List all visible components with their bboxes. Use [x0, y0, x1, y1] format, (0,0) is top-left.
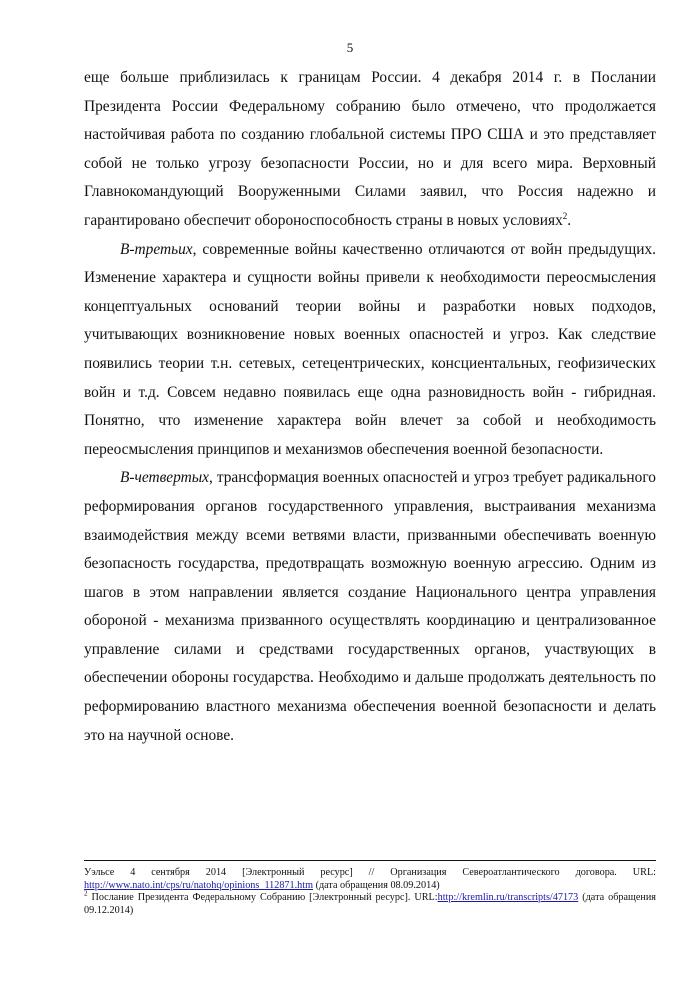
paragraph-3 [84, 464, 656, 750]
paragraph-1 [84, 64, 656, 236]
footnote-divider [84, 860, 656, 861]
paragraph-2 [84, 236, 656, 465]
paragraph-3-lead: В-четвертых [120, 469, 209, 487]
paragraph-2-lead: В-третьих [120, 240, 193, 258]
paragraph-1-end: . [567, 211, 572, 229]
footnote-2 [84, 889, 656, 917]
footnote-1-tail: (дата обращения 08.09.2014) [313, 879, 440, 891]
footnote-2-text: Послание Президента Федеральному Собранию [Электронный ресурс]. URL: [87, 892, 438, 904]
footnote-1-text: Уэльсе 4 сентября 2014 [Электронный ресурс] // Организация Североатлантического договора. URL: [84, 867, 656, 878]
footnote-1-link[interactable]: http://www.nato.int/cps/ru/natohq/opinions_112871.htm [84, 879, 314, 891]
footnote-1 [84, 867, 656, 892]
footnote-2-number: 2 [84, 889, 88, 898]
footnote-2-tail: (дата обращения 09.12.2014) [84, 892, 656, 916]
footnotes-section [84, 860, 656, 917]
footnote-2-link[interactable]: http://kremlin.ru/transcripts/47173 [437, 892, 579, 904]
main-text [84, 64, 656, 750]
paragraph-2-text: , современные войны качественно отличаются от войн предыдущих. Изменение характера и сущности войны привели к необходимости переосмысления концептуальных оснований теории войны и разработки новых подходов, учитывающих возникновение новых военных опасностей и угроз. Как следствие появились теории т.н. сетевых, сетецентрических, консциентальных, геофизических войн и т.д. Совсем недавно появилась еще одна разновидность войн - гибридная. Понятно, что изменение характера войн влечет за собой и необходимость переосмысления принципов и механизмов обеспечения военной безопасности. [84, 240, 656, 458]
page-number: 5 [346, 40, 354, 55]
paragraph-1-text: еще больше приблизилась к границам России. 4 декабря 2014 г. в Послании Президента России Федеральному собранию было отмечено, что продолжается настойчивая работа по созданию глобальной системы ПРО США и это представляет собой не только угрозу безопасности России, но и для всего мира. Верховный Главнокомандующий Вооруженными Силами заявил, что Россия надежно и гарантировано обеспечит обороноспособность страны в новых условиях [84, 69, 656, 229]
footnote-ref-2[interactable]: 2 [562, 210, 568, 221]
paragraph-3-text: , трансформация военных опасностей и угроз требует радикального реформирования органов государственного управления, выстраивания механизма взаимодействия между всеми ветвями власти, призванными обеспечивать военную безопасность государства, предотвращать возможную военную агрессию. Одним из шагов в этом направлении является создание Национального центра управления обороной - механизма призванного осуществлять координацию и централизованное управление силами и средствами государственных органов, участвующих в обеспечении обороны государства. Необходимо и дальше продолжать деятельность по реформированию властного механизма обеспечения военной безопасности и делать это на научной основе. [84, 469, 656, 744]
